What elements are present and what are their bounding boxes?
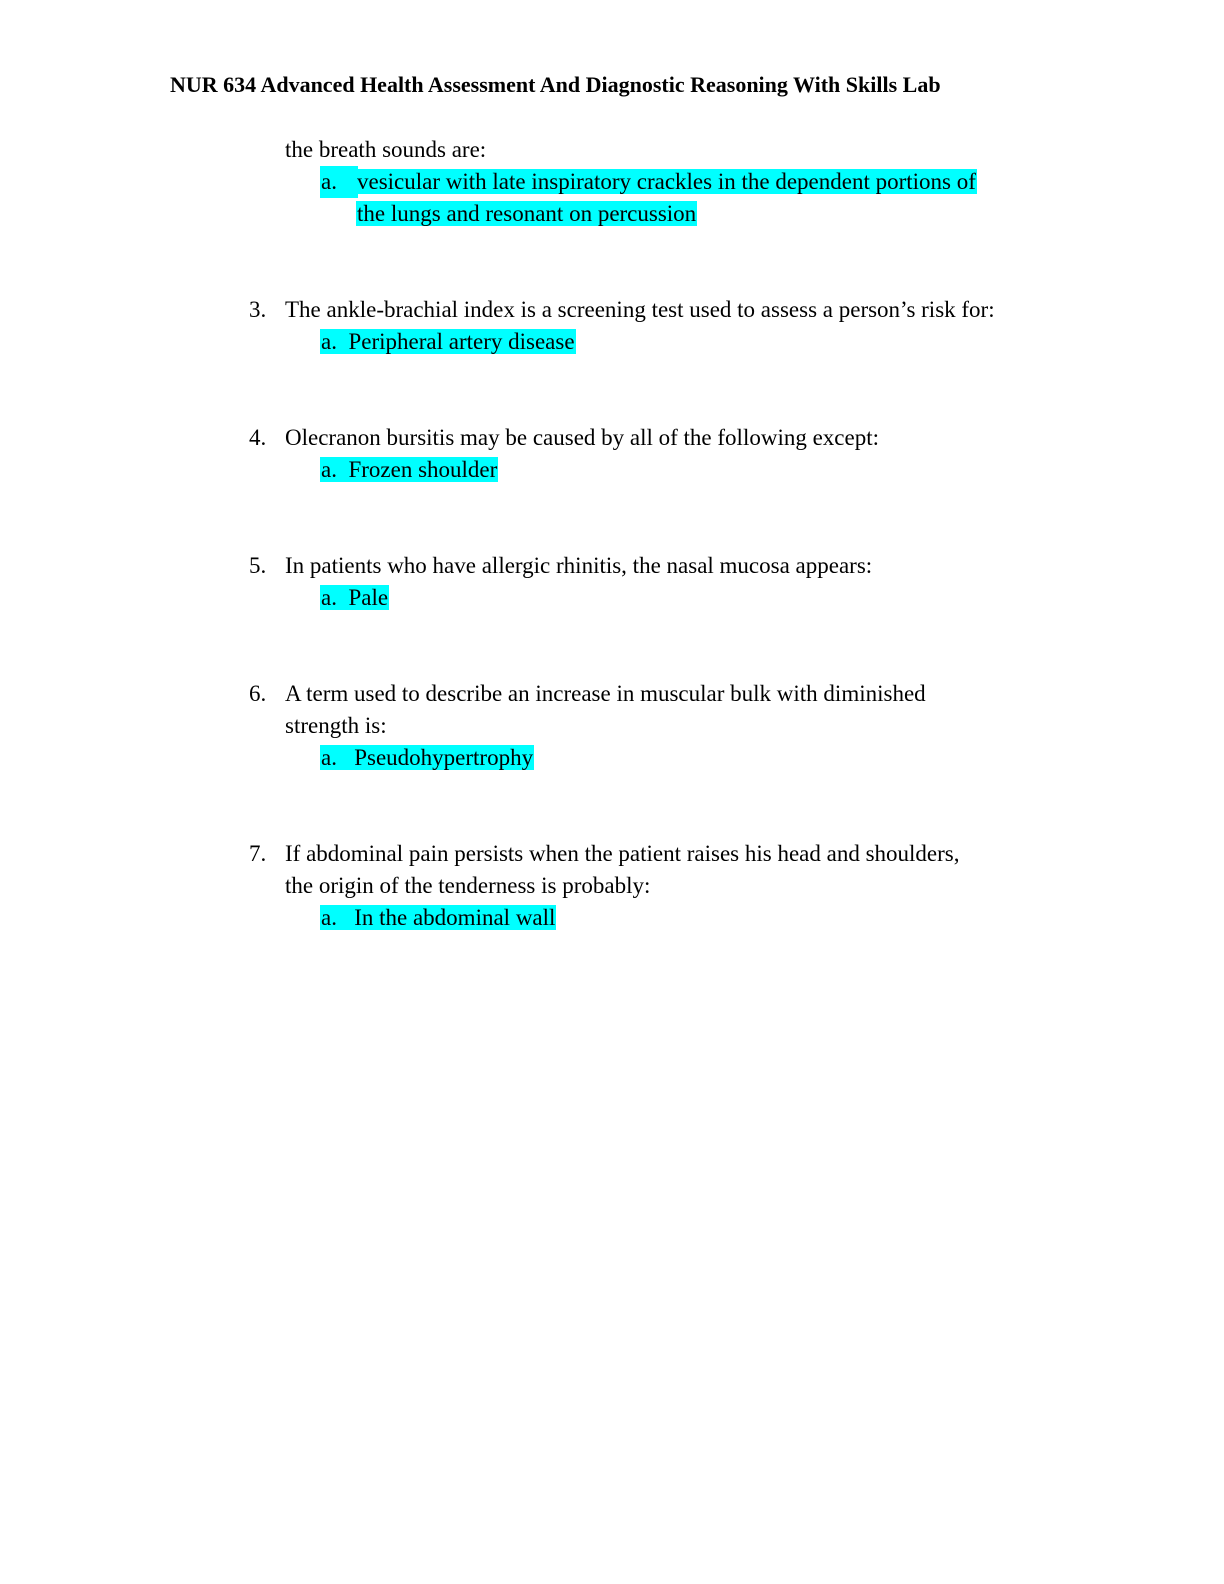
question-number: 3. [249, 297, 267, 322]
question-stem: the origin of the tenderness is probably: [285, 873, 651, 898]
question-number: 4. [249, 425, 267, 450]
answer-text: Frozen shoulder [348, 457, 498, 482]
question-stem: In patients who have allergic rhinitis, the nasal mucosa appears: [285, 553, 873, 578]
answer-option [320, 902, 556, 934]
answer-option [320, 582, 389, 614]
answer-letter: a. [320, 166, 358, 198]
question-number: 7. [249, 841, 267, 866]
question-stem: A term used to describe an increase in muscular bulk with diminished [285, 681, 926, 706]
question-stem: The ankle-brachial index is a screening test used to assess a person’s risk for: [285, 297, 995, 322]
question-stem-continuation: the breath sounds are: [285, 137, 487, 162]
question-number: 5. [249, 553, 267, 578]
question-stem: If abdominal pain persists when the patient raises his head and shoulders, [285, 841, 960, 866]
question-number: 6. [249, 681, 267, 706]
answer-option [320, 742, 534, 774]
answer-letter: a. [321, 745, 337, 770]
answer-text: Pseudohypertrophy [354, 745, 534, 770]
question-stem: Olecranon bursitis may be caused by all of the following except: [285, 425, 879, 450]
answer-option [320, 326, 576, 358]
answer-option [320, 454, 498, 486]
answer-text-line: the lungs and resonant on percussion [357, 201, 697, 226]
answer-text: Peripheral artery disease [348, 329, 575, 354]
question-stem: strength is: [285, 713, 387, 738]
answer-letter: a. [321, 905, 337, 930]
answer-text-line: vesicular with late inspiratory crackles in the dependent portions of [357, 169, 976, 194]
answer-text: In the abdominal wall [354, 905, 556, 930]
page-header: NUR 634 Advanced Health Assessment And Diagnostic Reasoning With Skills Lab [170, 72, 941, 97]
answer-letter: a. [321, 457, 337, 482]
answer-letter: a. [321, 585, 337, 610]
answer-text: Pale [348, 585, 389, 610]
answer-letter: a. [321, 329, 337, 354]
